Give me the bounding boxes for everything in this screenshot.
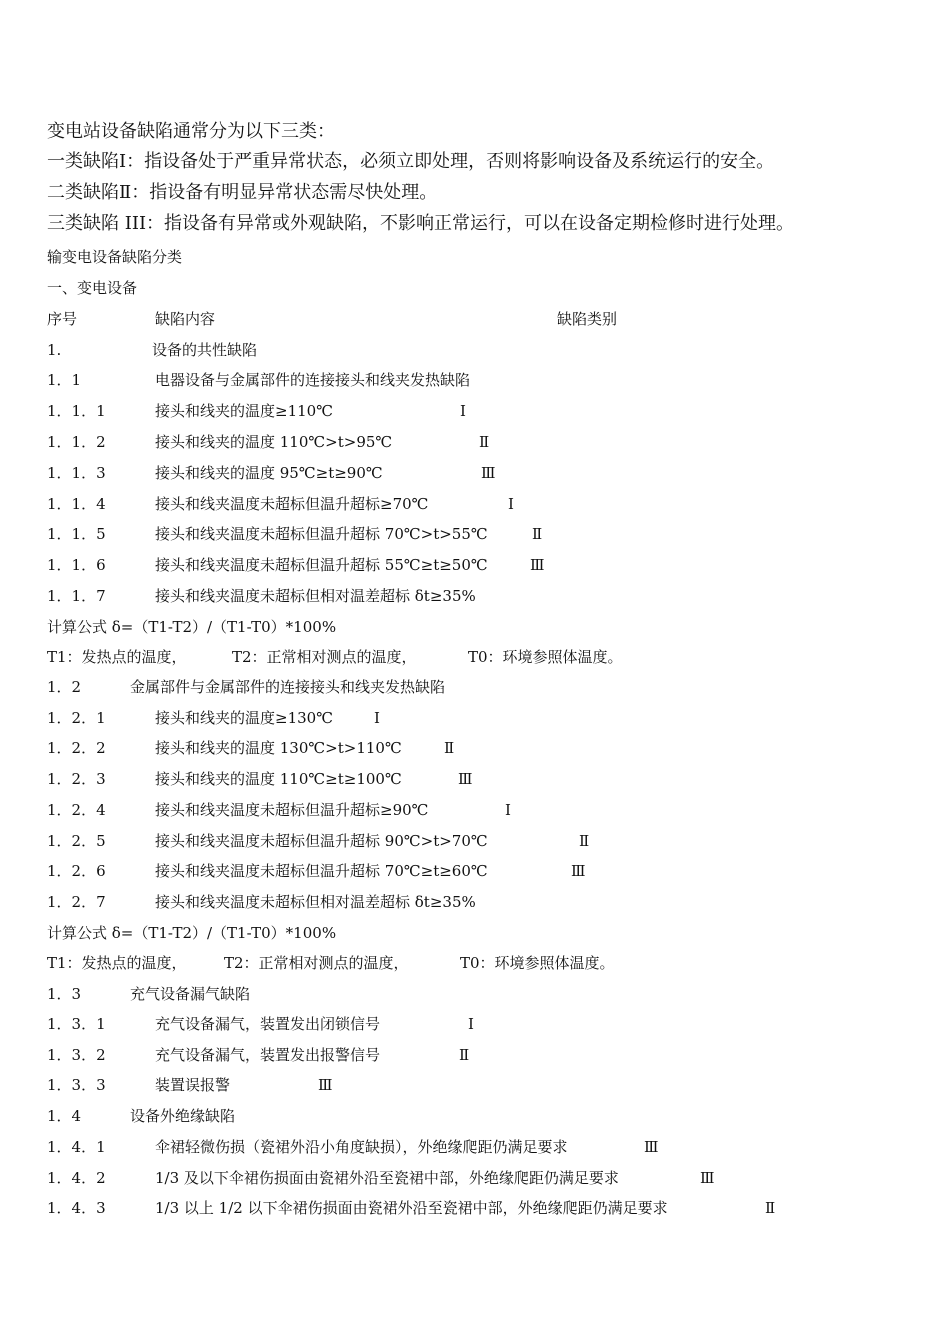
table-row [0,733,950,763]
formula-text: 计算公式 δ=（T1-T2）/（T1-T0）*100% [47,618,337,636]
row-no: 1．1．2 [47,433,106,451]
defect-class-3: 三类缺陷 III：指设备有异常或外观缺陷，不影响正常运行，可以在设备定期检修时进行处理。 [47,213,795,234]
formula-line [0,612,950,642]
row-content: 设备的共性缺陷 [152,341,258,359]
row-category: Ⅲ [318,1076,333,1094]
row-content: 装置误报警 [155,1076,231,1094]
row-content: 接头和线夹的温度 95℃≥t≥90℃ [155,464,383,482]
legend-t2: T2：正常相对测点的温度， [224,954,409,972]
row-category: Ⅰ [460,402,466,420]
row-content: 接头和线夹的温度≥130℃ [155,709,333,727]
row-content: 充气设备漏气，装置发出报警信号 [155,1046,381,1064]
legend-t2: T2：正常相对测点的温度， [232,648,417,666]
table-row [0,856,950,886]
row-category: Ⅰ [468,1015,474,1033]
row-no: 1．3 [47,985,82,1003]
row-category: Ⅱ [479,433,490,451]
table-row [0,1163,950,1193]
table-row [0,1040,950,1070]
row-no: 1．2．5 [47,832,106,850]
row-no: 1．1．3 [47,464,106,482]
row-category: Ⅲ [458,770,473,788]
row-no: 1. [47,341,62,359]
row-content: 接头和线夹温度未超标但相对温差超标 δt≥35% [155,587,476,605]
row-no: 1．4．1 [47,1138,106,1156]
row-content: 1/3 及以下伞裙伤损面由瓷裙外沿至瓷裙中部，外绝缘爬距仍满足要求 [155,1169,619,1187]
defect-class-1: 一类缺陷Ⅰ：指设备处于严重异常状态，必须立即处理，否则将影响设备及系统运行的安全。 [47,151,775,172]
row-content: 接头和线夹温度未超标但温升超标 90℃>t>70℃ [155,832,488,850]
table-row [0,1009,950,1039]
table-row [0,979,950,1009]
row-no: 1．2．3 [47,770,106,788]
row-content: 电器设备与金属部件的连接接头和线夹发热缺陷 [155,371,471,389]
header-content: 缺陷内容 [155,310,216,328]
row-category: Ⅱ [444,739,455,757]
row-content: 接头和线夹温度未超标但温升超标 55℃≥t≥50℃ [155,556,488,574]
table-row [0,519,950,549]
row-no: 1．4．2 [47,1169,106,1187]
table-row [0,365,950,395]
legend-line [0,642,950,672]
table-row [0,887,950,917]
row-no: 1．2．1 [47,709,106,727]
table-row [0,672,950,702]
row-no: 1．3．1 [47,1015,106,1033]
formula-line [0,918,950,948]
table-row [0,1193,950,1223]
row-category: Ⅲ [571,862,586,880]
table-row [0,458,950,488]
legend-t0: T0：环境参照体温度。 [460,954,615,972]
table-row [0,1132,950,1162]
legend-t0: T0：环境参照体温度。 [468,648,623,666]
intro-heading: 变电站设备缺陷通常分为以下三类： [47,121,335,142]
table-row [0,1101,950,1131]
table-row [0,764,950,794]
header-no: 序号 [47,310,78,328]
row-no: 1．1．7 [47,587,106,605]
table-row [0,1070,950,1100]
table-row [0,795,950,825]
row-no: 1．2．6 [47,862,106,880]
row-no: 1．1 [47,371,82,389]
row-no: 1．1．5 [47,525,106,543]
row-category: Ⅱ [532,525,543,543]
row-no: 1．4．3 [47,1199,106,1217]
row-content: 接头和线夹温度未超标但相对温差超标 δt≥35% [155,893,476,911]
row-content: 接头和线夹温度未超标但温升超标≥70℃ [155,495,429,513]
defect-class-2: 二类缺陷Ⅱ：指设备有明显异常状态需尽快处理。 [47,182,438,203]
row-content: 充气设备漏气，装置发出闭锁信号 [155,1015,381,1033]
row-category: Ⅲ [530,556,545,574]
table-row [0,396,950,426]
table-row [0,427,950,457]
row-no: 1．1．6 [47,556,106,574]
row-no: 1．2．7 [47,893,106,911]
row-category: Ⅲ [700,1169,715,1187]
formula-text: 计算公式 δ=（T1-T2）/（T1-T0）*100% [47,924,337,942]
row-content: 接头和线夹温度未超标但温升超标≥90℃ [155,801,429,819]
row-no: 1．1．4 [47,495,106,513]
row-content: 1/3 以上 1/2 以下伞裙伤损面由瓷裙外沿至瓷裙中部，外绝缘爬距仍满足要求 [155,1199,668,1217]
row-category: Ⅲ [644,1138,659,1156]
row-category: Ⅱ [579,832,590,850]
row-category: Ⅰ [374,709,380,727]
row-category: Ⅱ [459,1046,470,1064]
row-no: 1．2 [47,678,82,696]
row-content: 接头和线夹的温度 110℃>t>95℃ [155,433,393,451]
table-row [0,703,950,733]
table-header [0,304,950,334]
subsection-title: 一、变电设备 [47,279,138,297]
row-no: 1．1．1 [47,402,106,420]
table-row [0,550,950,580]
row-content: 充气设备漏气缺陷 [130,985,251,1003]
table-row [0,826,950,856]
row-no: 1．4 [47,1107,82,1125]
row-no: 1．3．3 [47,1076,106,1094]
row-content: 接头和线夹的温度≥110℃ [155,402,333,420]
row-no: 1．3．2 [47,1046,106,1064]
row-no: 1．2．2 [47,739,106,757]
section-title: 输变电设备缺陷分类 [47,248,183,266]
row-content: 接头和线夹温度未超标但温升超标 70℃≥t≥60℃ [155,862,488,880]
table-row [0,581,950,611]
row-no: 1．2．4 [47,801,106,819]
row-content: 伞裙轻微伤损（瓷裙外沿小角度缺损），外绝缘爬距仍满足要求 [155,1138,568,1156]
row-category: Ⅱ [765,1199,776,1217]
row-content: 金属部件与金属部件的连接接头和线夹发热缺陷 [130,678,446,696]
row-category: Ⅰ [505,801,511,819]
row-content: 接头和线夹温度未超标但温升超标 70℃>t>55℃ [155,525,488,543]
table-row [0,489,950,519]
row-category: Ⅰ [508,495,514,513]
legend-line [0,948,950,978]
row-content: 设备外绝缘缺陷 [130,1107,236,1125]
legend-t1: T1：发热点的温度， [47,954,187,972]
table-row [0,335,950,365]
row-category: Ⅲ [481,464,496,482]
row-content: 接头和线夹的温度 110℃≥t≥100℃ [155,770,402,788]
row-content: 接头和线夹的温度 130℃>t>110℃ [155,739,402,757]
header-category: 缺陷类别 [557,310,618,328]
legend-t1: T1：发热点的温度， [47,648,187,666]
